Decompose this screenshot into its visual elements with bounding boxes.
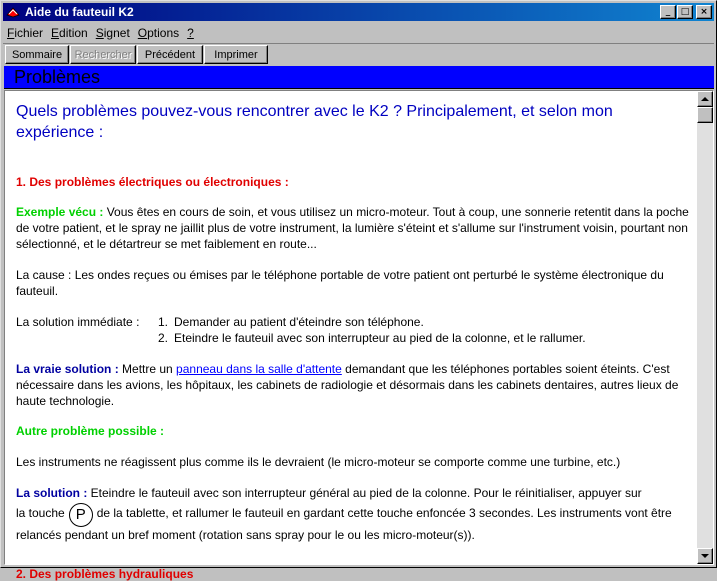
example-label: Exemple vécu : [16,205,104,219]
minimize-icon: _ [665,6,671,17]
topic-header [4,66,714,89]
waiting-room-sign-link[interactable]: panneau dans la salle d'attente [176,362,342,376]
close-icon: × [700,6,708,17]
scroll-up-button[interactable] [697,91,713,107]
menu-options[interactable]: Options [137,25,180,40]
example-paragraph [16,204,689,252]
scroll-thumb[interactable] [697,107,713,123]
help-book-icon [5,5,21,19]
solution-paragraph-continued: la touche P de la tablette, et rallumer le fauteuil en gardant cette touche enfoncée 3 secondes. Les instruments vont être relancés pendant un bref moment (rotation sans spray pour le ou les micro-moteur(s)). [16,503,689,543]
title-bar[interactable] [3,3,714,21]
section-2-title: 2. Des problèmes hydrauliques [16,567,194,581]
true-solution-label: La vraie solution : [16,362,119,376]
menu-signet[interactable]: Signet [95,25,130,40]
solution-paragraph: La solution : Eteindre le fauteuil avec son interrupteur général au pied de la colonne. Pour le réinitialiser, appuyer sur [16,486,642,500]
solution-label: La solution : [16,486,88,500]
page-heading: Quels problèmes pouvez-vous rencontrer avec le K2 ? Principalement, et selon mon expérience : [16,103,613,141]
example-text: Vous êtes en cours de soin, et vous utilisez un micro-moteur. Tout à coup, une sonnerie retentit dans la poche de votre patient, et le spray ne jaillit plus de votre instrument, la lumière s'éteint et s'allume sur l'instrument voisin, pourtant non sélectionné, et le détartreur se met faiblement en route... [16,205,689,251]
maximize-button[interactable] [677,5,693,19]
content-frame [4,90,714,581]
menu-bar [3,23,714,42]
arrow-down-icon [701,554,709,558]
immediate-solution-label: La solution immédiate : [16,315,140,329]
immediate-solution [16,314,689,346]
sommaire-button[interactable]: Sommaire [5,45,69,64]
list-item: 1. Demander au patient d'éteindre son téléphone. [158,315,424,329]
other-problem-label: Autre problème possible : [16,424,165,438]
immediate-steps-list [158,314,586,346]
menu-help[interactable]: ? [187,25,194,40]
minimize-button[interactable] [660,5,676,19]
toolbar [3,43,714,65]
precedent-button[interactable]: Précédent [137,45,203,64]
section-1-title: 1. Des problèmes électriques ou électroniques : [16,175,289,189]
imprimer-button[interactable]: Imprimer [204,45,268,64]
vertical-scrollbar[interactable] [697,91,713,564]
other-problem-paragraph: Les instruments ne réagissent plus comme ils le devraient (le micro-moteur se comporte comme une turbine, etc.) [16,455,621,469]
window-title: Aide du fauteuil K2 [25,5,134,19]
rechercher-button[interactable]: Rechercher [70,45,136,64]
p-key-icon: P [69,503,93,527]
menu-fichier[interactable]: Fichier [7,25,44,40]
scroll-down-button[interactable] [697,548,713,564]
maximize-icon: □ [680,6,690,17]
list-item: 2. Eteindre le fauteuil avec son interrupteur au pied de la colonne, et le rallumer. [158,331,586,345]
close-button[interactable] [696,5,712,19]
topic-title: Problèmes [14,67,101,87]
cause-paragraph: La cause : Les ondes reçues ou émises par le téléphone portable de votre patient ont perturbé le système électronique du fauteuil. [16,268,664,298]
help-content [5,91,697,581]
menu-edition[interactable]: Edition [51,25,88,40]
arrow-up-icon [701,97,709,101]
true-solution-paragraph: La vraie solution : Mettre un panneau dans la salle d'attente demandant que les téléphones portables soient éteints. C'est nécessaire dans les avions, les hôpitaux, les cabinets de radiologie et désormais dans les cabinets dentaires, autres lieux de haute technologie. [16,362,679,408]
